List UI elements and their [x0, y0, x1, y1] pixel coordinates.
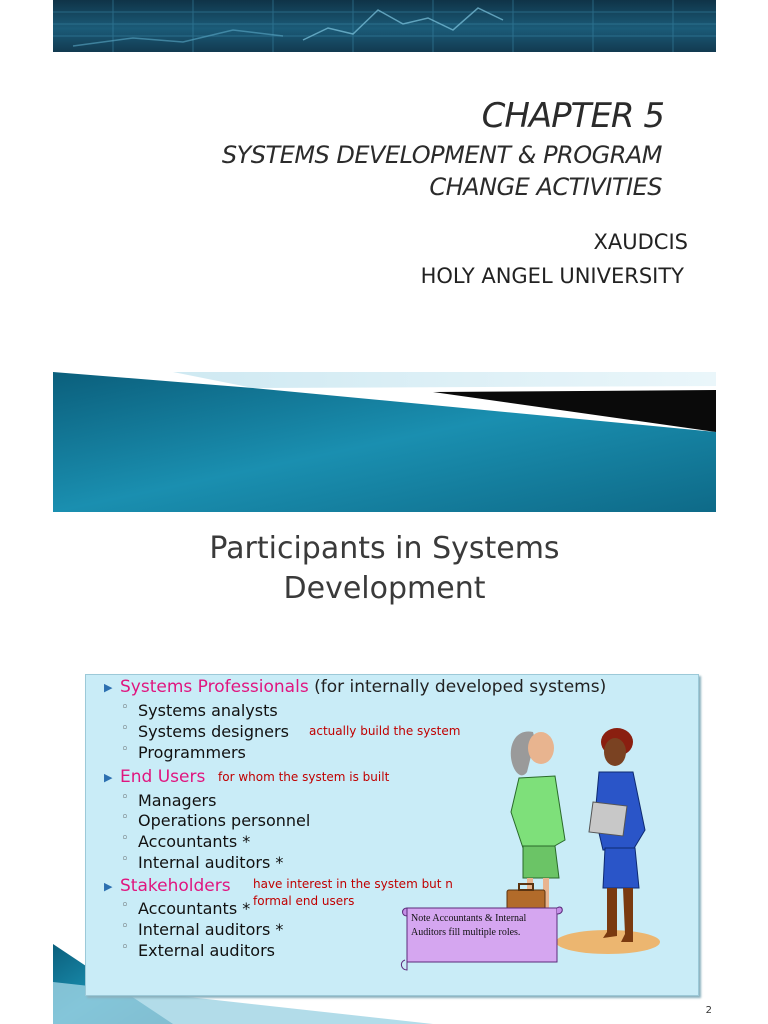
callout-line2: Auditors fill multiple roles. — [411, 927, 521, 938]
group-label: End Users — [120, 767, 206, 787]
list-item-text: Systems designers — [138, 722, 289, 741]
list-item — [121, 831, 251, 851]
list-item — [121, 721, 289, 741]
list-item-text: Operations personnel — [138, 811, 311, 830]
bullet-arrow-icon: ▶ — [104, 771, 113, 784]
list-item-text: Systems analysts — [138, 701, 278, 720]
list-item-text: Internal auditors * — [138, 853, 284, 872]
callout-text — [411, 912, 561, 940]
group-label: Systems Professionals — [120, 677, 309, 697]
list-item — [121, 810, 311, 830]
bullet-circle-icon: ◦ — [121, 831, 129, 846]
bullet-circle-icon: ◦ — [121, 919, 129, 934]
group-label: Stakeholders — [120, 876, 231, 896]
list-item-text: Internal auditors * — [138, 920, 284, 939]
list-item-text: External auditors — [138, 941, 275, 960]
list-item — [121, 940, 275, 960]
list-item — [121, 898, 251, 918]
page-number: 2 — [705, 1005, 712, 1016]
bullet-circle-icon: ◦ — [121, 742, 129, 757]
bullet-arrow-icon: ▶ — [104, 681, 113, 694]
list-item — [121, 852, 284, 872]
bullet-circle-icon: ◦ — [121, 940, 129, 955]
bullet-circle-icon: ◦ — [121, 700, 129, 715]
bullet-circle-icon: ◦ — [121, 898, 129, 913]
chapter-subtitle-line2: CHANGE ACTIVITIES — [429, 173, 662, 201]
bullet-circle-icon: ◦ — [121, 810, 129, 825]
bullet-circle-icon: ◦ — [121, 852, 129, 867]
list-item — [121, 700, 278, 720]
list-item-text: Accountants * — [138, 899, 251, 918]
title-slide — [0, 0, 768, 360]
bullet-circle-icon: ◦ — [121, 790, 129, 805]
org-line2: HOLY ANGEL UNIVERSITY — [420, 264, 684, 288]
annotation-note-line1: have interest in the system but n — [253, 877, 453, 891]
bullet-circle-icon: ◦ — [121, 721, 129, 736]
org-line1: XAUDCIS — [593, 230, 688, 254]
annotation-note-line2: formal end users — [253, 894, 355, 908]
callout-line1: Note Accountants & Internal — [411, 913, 527, 924]
group-systems-professionals — [104, 677, 607, 697]
list-item — [121, 742, 246, 762]
list-item — [121, 790, 217, 810]
annotation-note: for whom the system is built — [218, 770, 390, 784]
chapter-title: CHAPTER 5 — [481, 96, 664, 136]
list-item-text: Programmers — [138, 743, 246, 762]
group-end-users — [104, 767, 206, 787]
header-banner — [53, 0, 716, 52]
banner-graphic — [53, 0, 716, 52]
group-stakeholders — [104, 876, 231, 896]
list-item-text: Managers — [138, 791, 217, 810]
list-item-text: Accountants * — [138, 832, 251, 851]
list-item — [121, 919, 284, 939]
slide-heading-line1: Participants in Systems — [209, 531, 560, 566]
bullet-arrow-icon: ▶ — [104, 880, 113, 893]
annotation-note: actually build the system — [309, 724, 461, 738]
content-slide — [53, 372, 716, 1024]
group-label-suffix: (for internally developed systems) — [308, 677, 607, 697]
chapter-subtitle-line1: SYSTEMS DEVELOPMENT & PROGRAM — [221, 141, 662, 169]
slide-heading-line2: Development — [283, 571, 486, 606]
